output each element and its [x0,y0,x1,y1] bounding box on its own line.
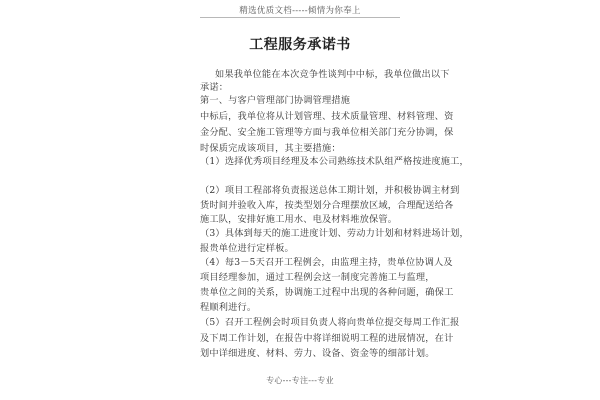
body-line: 货时间并验收入库，按类型划分合理摆放区域，合理配送给各 [200,200,454,211]
body-line: 贵单位之间的关系，协调施工过程中出现的各种问题，确保工 [200,287,454,298]
body-line: （1）选择优秀项目经理及本公司熟练技术队组严格按进度施工， [200,156,469,167]
body-line: 金分配、安全施工管理等方面与我单位相关部门充分协调，保 [200,127,454,138]
page-header: 精选优质文档-----倾情为你奉上 [239,6,361,16]
body-line: 划中详细进度、材料、劳力、设备、资金等的细部计划。 [200,348,435,359]
document-title: 工程服务承诺书 [249,37,351,53]
body-line: 报贵单位进行定样板。 [200,243,294,254]
body-line: 中标后，我单位将从计划管理、技术质量管理、材料管理、资 [200,111,454,122]
body-line: （4）每3－5天召开工程例会，由监理主持，贵单位协调人及 [200,257,453,268]
header-divider [200,17,400,18]
body-line: 第一、与客户管理部门协调管理措施 [200,95,351,106]
body-line: 程顺利进行。 [200,302,257,313]
body-line: （3）具体到每天的施工进度计划、劳动力计划和材料进场计划， [200,228,469,239]
page-footer: 专心---专注---专业 [266,376,334,385]
body-line: 时保质完成该项目，其主要措施： [200,143,341,154]
body-line: 及下周工作计划，在报告中将详细说明工程的进展情况，在计 [200,333,454,344]
body-line: 项目经理参加，通过工程例会这一制度完善施工与监理， [200,272,435,283]
body-line: 承诺： [200,82,229,93]
body-line: 施工队，安排好施工用水、电及材料堆放保管。 [200,214,398,225]
body-line: （5）召开工程例会时项目负责人将向贵单位提交每周工作汇报 [200,317,460,328]
body-line: （2）项目工程部将负责报送总体工期计划，并积极协调主材到 [200,185,460,196]
body-line: 如果我单位能在本次竞争性谈判中中标，我单位做出以下 [215,69,450,80]
